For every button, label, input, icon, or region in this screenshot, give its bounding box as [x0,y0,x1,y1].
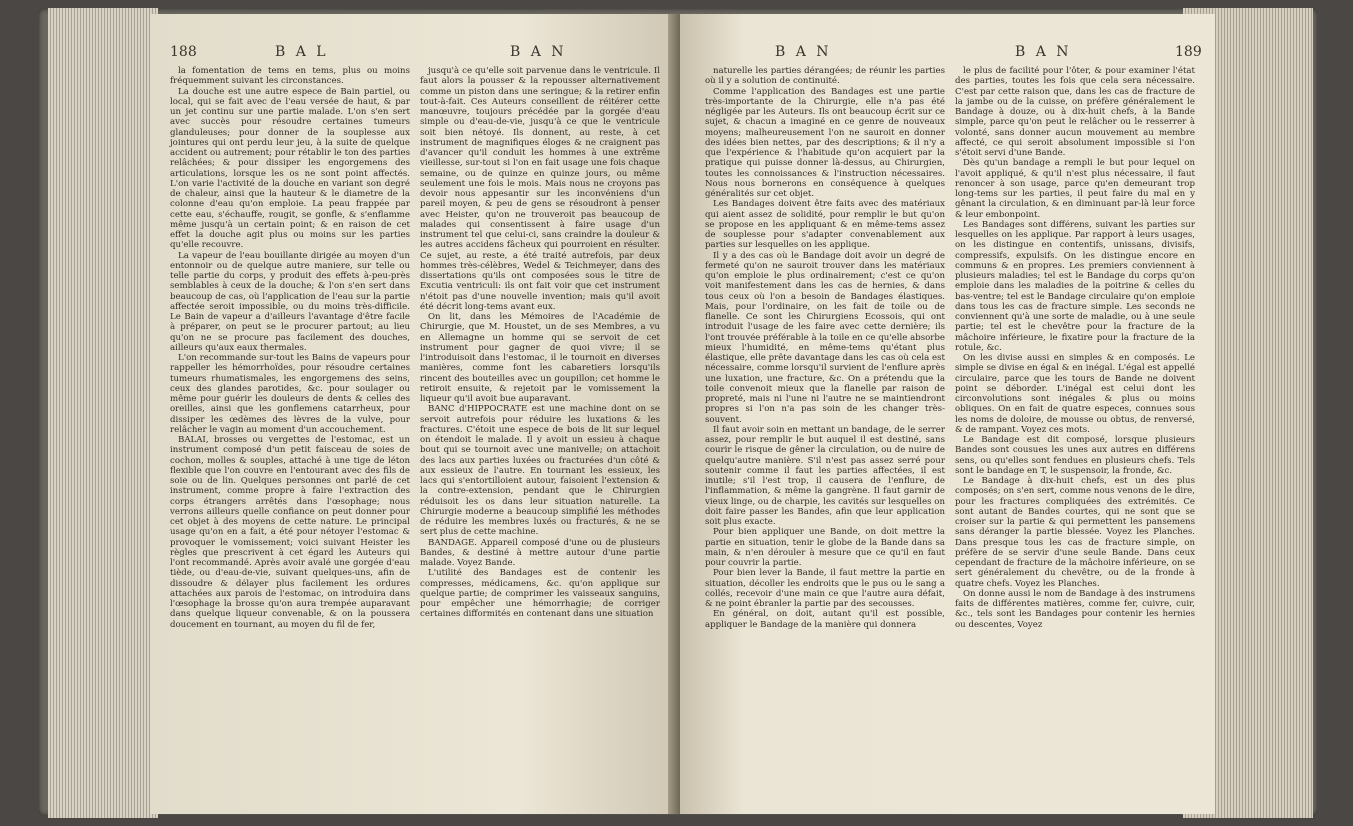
paragraph: L'utilité des Bandages est de contenir les compresses, médicamens, &c. qu'on applique sur quelque partie; de comprimer les vaisseaux sanguins, pour empêcher une hémorrhagie; de corriger certaines difformités en contenant dans une situation [420,568,660,620]
paragraph: En général, on doit, autant qu'il est possible, appliquer le Bandage de la manière qui donnera [705,609,945,630]
text-column-1 [170,66,410,630]
paragraph: Le Bandage est dit composé, lorsque plusieurs Bandes sont cousues les unes aux autres en différens sens, ou qu'elles sont fendues en plusieurs chefs. Tels sont le bandage en T, le suspensoir, la fronde, &c. [955,435,1195,476]
paragraph: BANDAGE. Appareil composé d'une ou de plusieurs Bandes, & destiné à mettre autour d'une partie malade. Voyez Bande. [420,537,660,568]
paragraph: On lit, dans les Mémoires de l'Académie de Chirurgie, que M. Houstet, un de ses Membres, a vu en Allemagne un homme qui se servoit de cet instrument pour gagner de quoi vivre; il se l'introduisoit dans l'estomac, il le tournoit en diverses manières, comme font les cabaretiers lorsqu'ils rincent des bouteilles avec un goupillon; cet homme le retiroit ensuite, & rejetoit par le vomissement la liqueur qu'il avoit bue auparavant. [420,312,660,404]
paragraph: Les Bandages doivent être faits avec des matériaux qui aient assez de solidité, pour remplir le but qu'on se propose en les appliquant & en même-tems assez de souplesse pour s'adapter convenablement aux parties sur lesquelles on les applique. [705,199,945,251]
paragraph: Dès qu'un bandage a rempli le but pour lequel on l'avoit appliqué, & qu'il n'est plus nécessaire, il faut renoncer à son usage, parce qu'en demeurant trop long-tems sur les parties, il peut faire du mal en y gênant la circulation, & en diminuant par-là leur force & leur embonpoint. [955,158,1195,220]
page-edges-left [48,8,158,818]
running-head-left: B A L [275,44,329,60]
paragraph: Pour bien lever la Bande, il faut mettre la partie en situation, décoller les endroits que le pus ou le sang a collés, recevoir d'une main ce que l'autre aura défait, & ne point ébranler la partie par des secousses. [705,568,945,609]
paragraph: Il faut avoir soin en mettant un bandage, de le serrer assez, pour remplir le but auquel il est destiné, sans courir le risque de gêner la circulation, ou de nuire de quelqu'autre manière. S'il n'est pas assez serré pour soutenir comme il faut les parties affectées, il est inutile; s'il l'est trop, il causera de l'enflure, de l'inflammation, & même la gangrène. Il faut garnir de vieux linge, ou de charpie, les cavités sur lesquelles on doit faire passer les Bandes, afin que leur application soit plus exacte. [705,424,946,527]
text-column-2 [420,66,660,620]
page-number: 189 [1175,44,1202,60]
paragraph: Pour bien appliquer une Bande, on doit mettre la partie en situation, tenir le globe de la Bande dans sa main, & n'en dérouler à mesure que ce qu'il en faut pour couvrir la partie. [705,527,945,568]
running-head-right: B A N [510,44,567,60]
paragraph: Le Bandage à dix-huit chefs, est un des plus composés; on s'en sert, comme nous venons de le dire, pour les fractures compliquées des extrémités. Ce sont autant de Bandes courtes, qui ne sont que se croiser sur la partie & qui permettent les pansemens sans déranger la partie blessée. Voyez les Planches. Dans presque tous les cas de fracture simple, on préfère de se servir d'une seule Bande. Dans ceux cependant de fracture de la mâchoire inférieure, on se sert généralement du chevêtre, ou de la fronde à quatre chefs. Voyez les Planches. [955,476,1195,589]
paragraph: Les Bandages sont différens, suivant les parties sur lesquelles on les applique. Par rapport à leurs usages, on les distingue en contentifs, unissans, divisifs, compressifs, expulsifs. On les distingue encore en communs & en propres. Les premiers conviennent à plusieurs maladies; tel est le Bandage du corps qu'on emploie dans les maladies de la poitrine & celles du bas-ventre; tel est le Bandage circulaire qu'on emploie dans tous les cas de fracture simple. Les seconds ne conviennent qu'à une sorte de maladie, ou à une seule partie; tel est le chevêtre pour la fracture de la mâchoire inférieure, le fixatire pour la fracture de la rotule, &c. [955,219,1195,353]
paragraph: Il y a des cas où le Bandage doit avoir un degré de fermeté qu'on ne sauroit trouver dans les matériaux qu'on emploie le plus ordinairement; c'est ce qu'on voit manifestement dans les cas de hernies, & dans tous ceux où l'on a besoin de Bandages élastiques. Mais, pour l'ordinaire, on les fait de toile ou de flanelle. Ce sont les Chirurgiens Ecossois, qui ont introduit l'usage de les faire avec cette dernière; ils l'ont trouvée préférable à la toile en ce qu'elle absorbe mieux l'humidité, en même-tems qu'étant plus élastique, elle prête davantage dans les cas où cela est nécessaire, comme lorsqu'il survient de l'enflure après une luxation, une fracture, &c. On a prétendu que la toile convenoit mieux que la flanelle par raison de propreté, mais ni l'une ni l'autre ne se maintiendront propres si l'on n'a pas soin de les changer très-souvent. [705,250,945,425]
paragraph: La douche est une autre espece de Bain partiel, ou local, qui se fait avec de l'eau versée de haut, & par un jet continu sur une partie malade. L'on s'en sert avec succès pour résoudre certaines tumeurs glanduleuses; pour donner de la souplesse aux jointures qui ont perdu leur jeu, à la suite de quelque accident ou autrement; pour rétablir le ton des parties relâchées; & pour dissiper les engorgemens des articulations, lorsque les os ne sont point affectés. L'on varie l'activité de la douche en variant son degré de chaleur, ainsi que la hauteur & le diametre de la colonne d'eau qu'on emploie. La peau frappée par cette eau, s'échauffe, rougit, se gonfle, & s'enflamme même jusqu'à un certain point; & en raison de cet effet la douche agit plus ou moins sur les parties qu'elle recouvre. [170,86,410,251]
right-page [680,14,1215,814]
text-column-2 [955,66,1195,630]
paragraph: naturelle les parties dérangées; de réunir les parties où il y a solution de continuité. [705,66,945,87]
paragraph: BALAI, brosses ou vergettes de l'estomac, est un instrument composé d'un petit faisceau de soies de cochon, molles & souples, attaché à une tige de léton flexible que l'on couvre en l'entourant avec des fils de soie ou de lin. Quelques personnes ont parlé de cet instrument, comme propre à faire l'extraction des corps étrangers arrêtés dans l'œsophage; nous verrons ailleurs quelle confiance on peut donner pour cet objet à des moyens de cette nature. Le principal usage qu'on en a fait, a été pour nétoyer l'estomac & provoquer le vomissement; voici suivant Heister les règles que prescrivent à cet égard les Auteurs qui l'ont recommandé. Après avoir avalé une gorgée d'eau tiède, ou d'eau-de-vie, suivant quelques-uns, afin de dissoudre & délayer plus facilement les ordures attachées aux parois de l'estomac, on introduira dans l'œsophage la brosse qu'on aura trempée auparavant dans quelque liqueur convenable, & on la poussera doucement en tournant, au moyen du fil de fer, [170,435,410,630]
paragraph: La vapeur de l'eau bouillante dirigée au moyen d'un entonnoir ou de quelque autre maniere, sur telle ou telle partie du corps, y produit des effets à-peu-près semblables à ceux de la douche; & l'on s'en sert dans beaucoup de cas, où l'application de l'eau sur la partie affectée seroit impossible, ou du moins très-difficile. Le Bain de vapeur a d'ailleurs l'avantage d'être facile à préparer, on peut se le procurer partout; au lieu qu'on ne se procure pas facilement des douches, ailleurs qu'aux eaux thermales. [170,250,410,353]
paragraph: jusqu'à ce qu'elle soit parvenue dans le ventricule. Il faut alors la pousser & la repousser alternativement comme un piston dans une seringue; & la retirer enfin tout-à-fait. Ces Auteurs conseillent de réitérer cette manœuvre, toujours précédée par la gorgée d'eau simple ou d'eau-de-vie, jusqu'à ce que le ventricule soit bien nétoyé. Ils donnent, au reste, à cet instrument de magnifiques éloges & ne craignent pas d'avancer qu'il conduit les hommes à une extrême vieillesse, sur-tout si l'on en fait usage une fois chaque semaine, ou de quinze en quinze jours, ou même seulement une fois le mois. Mais nous ne croyons pas devoir nous appesantir sur les inconvéniens d'un pareil moyen, & peu de gens se résoudront à penser avec Heister, qu'on ne trouveroit pas beaucoup de malades qui consentissent à faire usage d'un instrument tel que celui-ci, sans craindre la douleur & les autres accidens fâcheux qui pourroient en résulter. Ce sujet, au reste, a été traité autrefois, par deux hommes très-célèbres, Wedel & Teichmeyer, dans des dissertations qu'ils ont composées sous le titre de Excutia ventriculi: ils ont fait voir que cet instrument n'étoit pas d'une nouvelle invention; mais qu'il avoit été décrit long-tems avant eux. [420,66,660,312]
page-number: 188 [170,44,197,60]
paragraph: la fomentation de tems en tems, plus ou moins fréquemment suivant les circonstances. [170,66,410,87]
paragraph: On les divise aussi en simples & en composés. Le simple se divise en égal & en inégal. L'égal est appellé circulaire, parce que les tours de Bande ne doivent point se déborder. L'inégal est celui dont les circonvolutions sont inégales & plus ou moins obliques. On en fait de quatre especes, connues sous les noms de doloire, de mousse ou obtus, de renversé, & de rampant. Voyez ces mots. [955,353,1195,435]
running-head-right: B A N [1015,44,1072,60]
paragraph: BANC d'HIPPOCRATE est une machine dont on se servoit autrefois pour réduire les luxations & les fractures. C'étoit une espece de bois de lit sur lequel on étendoit le malade. Il y avoit un essieu à chaque bout qui se tournoit avec une manivelle; on attachoit des lacs aux parties luxées ou fracturées d'un côté & aux essieux de l'autre. En tournant les essieux, les lacs qui s'entortilloient autour, faisoient l'extension & la contre-extension, pendant que le Chirurgien réduisoit les os dans leur situation naturelle. La Chirurgie moderne a beaucoup simplifié les méthodes de réduire les membres luxés ou fracturés, & ne se sert plus de cette machine. [420,404,660,538]
left-page [150,14,678,814]
paragraph: Comme l'application des Bandages est une partie très-importante de la Chirurgie, elle n'a pas été négligée par les Auteurs. Ils ont beaucoup écrit sur ce sujet, & chacun a imaginé en ce genre de nouveaux moyens; malheureusement l'on ne sauroit en donner des idées bien nettes, par des descriptions; & il n'y a que l'expérience & l'habitude qu'on acquiert par la pratique qui puisse donner là-dessus, au Chirurgien, toutes les connoissances & l'instruction nécessaires. Nous nous bornerons en conséquence à quelques généralités sur cet objet. [705,86,945,199]
paragraph: le plus de facilité pour l'ôter, & pour examiner l'état des parties, toutes les fois que cela sera nécessaire. C'est par cette raison que, dans les cas de fracture de la jambe ou de la cuisse, on préfère généralement le Bandage à douze, ou à dix-huit chefs, à la Bande simple, parce qu'on peut le relâcher ou le resserrer à volonté, sans donner aucun mouvement au membre affecté, ce qui seroit absolument impossible si l'on s'étoit servi d'une Bande. [955,66,1195,158]
text-column-1 [705,66,945,630]
paragraph: On donne aussi le nom de Bandage à des instrumens faits de différentes matières, comme fer, cuivre, cuir, &c., tels sont les Bandages pour contenir les hernies ou descentes, Voyez [955,588,1195,630]
paragraph: L'on recommande sur-tout les Bains de vapeurs pour rappeller les hémorrhoïdes, pour résoudre certaines tumeurs rhumatismales, les engorgemens des seins, ceux des glandes parotides, &c. pour soulager ou même pour guérir les douleurs de dents & celles des oreilles, ainsi que les gonflemens catarrheux, pour dissiper les œdèmes des lèvres de la vulve, pour relâcher le vagin au moment d'un accouchement. [170,353,410,435]
running-head-left: B A N [775,44,832,60]
